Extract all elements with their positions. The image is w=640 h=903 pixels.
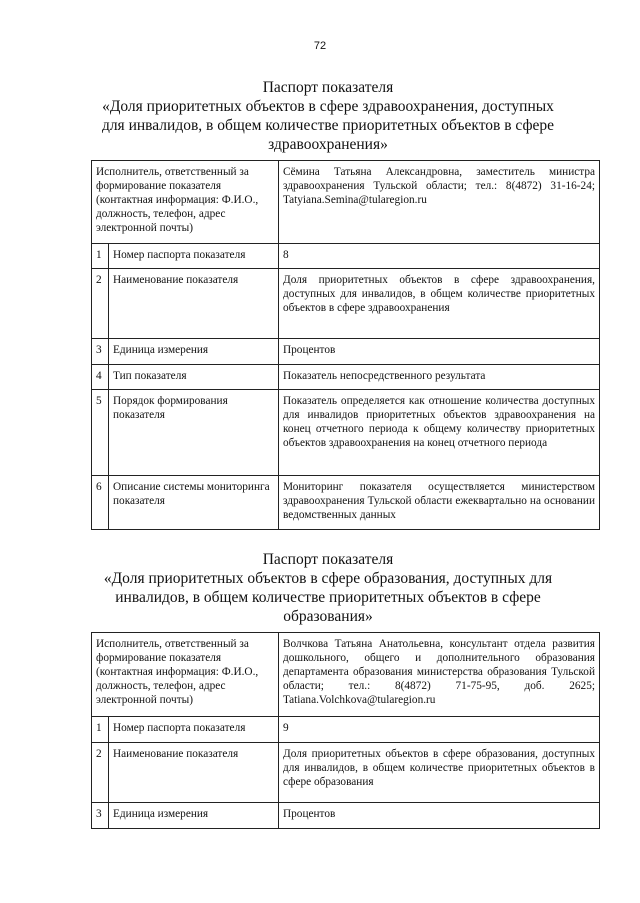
passport-2-heading: Паспорт показателя [262,551,394,568]
row-value: Показатель непосредственного результата [279,365,600,390]
row-value: Мониторинг показателя осуществляется министерством здравоохранения Тульской области ежеквартально на основании ведомственных данных [279,476,600,530]
passport-1-table [91,160,600,530]
table-row [92,269,600,339]
row-number: 1 [92,244,109,269]
executor-label: Исполнитель, ответственный за формирование показателя (контактная информация: Ф.И.О., должность, телефон, адрес электронной почты) [92,633,279,717]
row-value: Доля приоритетных объектов в сфере здравоохранения, доступных для инвалидов, в общем количестве приоритетных объектов в сфере здравоохранения [279,269,600,339]
row-value: Процентов [279,803,600,829]
row-label: Единица измерения [109,339,279,365]
table-row [92,365,600,390]
table-row [92,743,600,803]
table-row [92,803,600,829]
table-row [92,339,600,365]
row-number: 3 [92,339,109,365]
passport-2-title [88,550,568,626]
passport-1-title [88,78,568,154]
passport-1-subtitle-line: для инвалидов, в общем количестве приоритетных объектов в сфере [101,117,555,134]
row-number: 2 [92,743,109,803]
table-row [92,390,600,476]
passport-2-subtitle-line: инвалидов, в общем количестве приоритетных объектов в сфере [115,589,541,606]
row-value: Доля приоритетных объектов в сфере образования, доступных для инвалидов, в общем количестве приоритетных объектов в сфере образования [279,743,600,803]
row-label: Описание системы мониторинга показателя [109,476,279,530]
row-value: 9 [279,717,600,743]
passport-2-table [91,632,600,829]
executor-label: Исполнитель, ответственный за формирование показателя (контактная информация: Ф.И.О., должность, телефон, адрес электронной почты) [92,161,279,244]
row-number: 2 [92,269,109,339]
table-row [92,633,600,717]
row-number: 4 [92,365,109,390]
row-number: 6 [92,476,109,530]
row-number: 5 [92,390,109,476]
passport-1-heading: Паспорт показателя [262,79,394,96]
row-label: Тип показателя [109,365,279,390]
row-value: Процентов [279,339,600,365]
executor-value: Сёмина Татьяна Александровна, заместитель министра здравоохранения Тульской области; тел.: 8(4872) 31-16-24; Tatyiana.Semina@tularegion.ru [279,161,600,244]
row-number: 1 [92,717,109,743]
table-row [92,161,600,244]
row-label: Единица измерения [109,803,279,829]
row-label: Номер паспорта показателя [109,244,279,269]
row-value: 8 [279,244,600,269]
row-number: 3 [92,803,109,829]
passport-1-subtitle-line: здравоохранения» [268,136,388,153]
table-row [92,244,600,269]
executor-value: Волчкова Татьяна Анатольевна, консультант отдела развития дошкольного, общего и дополнительного образования департамента образования министерства образования Тульской области; тел.: 8(4872) 71-75-95, доб. 2625; Tatiana.Volchkova@tularegion.ru [279,633,600,717]
row-label: Наименование показателя [109,743,279,803]
row-label: Порядок формирования показателя [109,390,279,476]
table-row [92,717,600,743]
row-label: Номер паспорта показателя [109,717,279,743]
passport-1-subtitle-line: «Доля приоритетных объектов в сфере здравоохранения, доступных [102,98,554,115]
passport-2-subtitle-line: образования» [283,608,373,625]
table-row [92,476,600,530]
page-number: 72 [313,40,327,52]
row-value: Показатель определяется как отношение количества доступных для инвалидов приоритетных объектов здравоохранения на конец отчетного периода к общему количеству приоритетных объектов здравоохранения на конец отчетного периода [279,390,600,476]
row-label: Наименование показателя [109,269,279,339]
passport-2-subtitle-line: «Доля приоритетных объектов в сфере образования, доступных для [103,570,553,587]
